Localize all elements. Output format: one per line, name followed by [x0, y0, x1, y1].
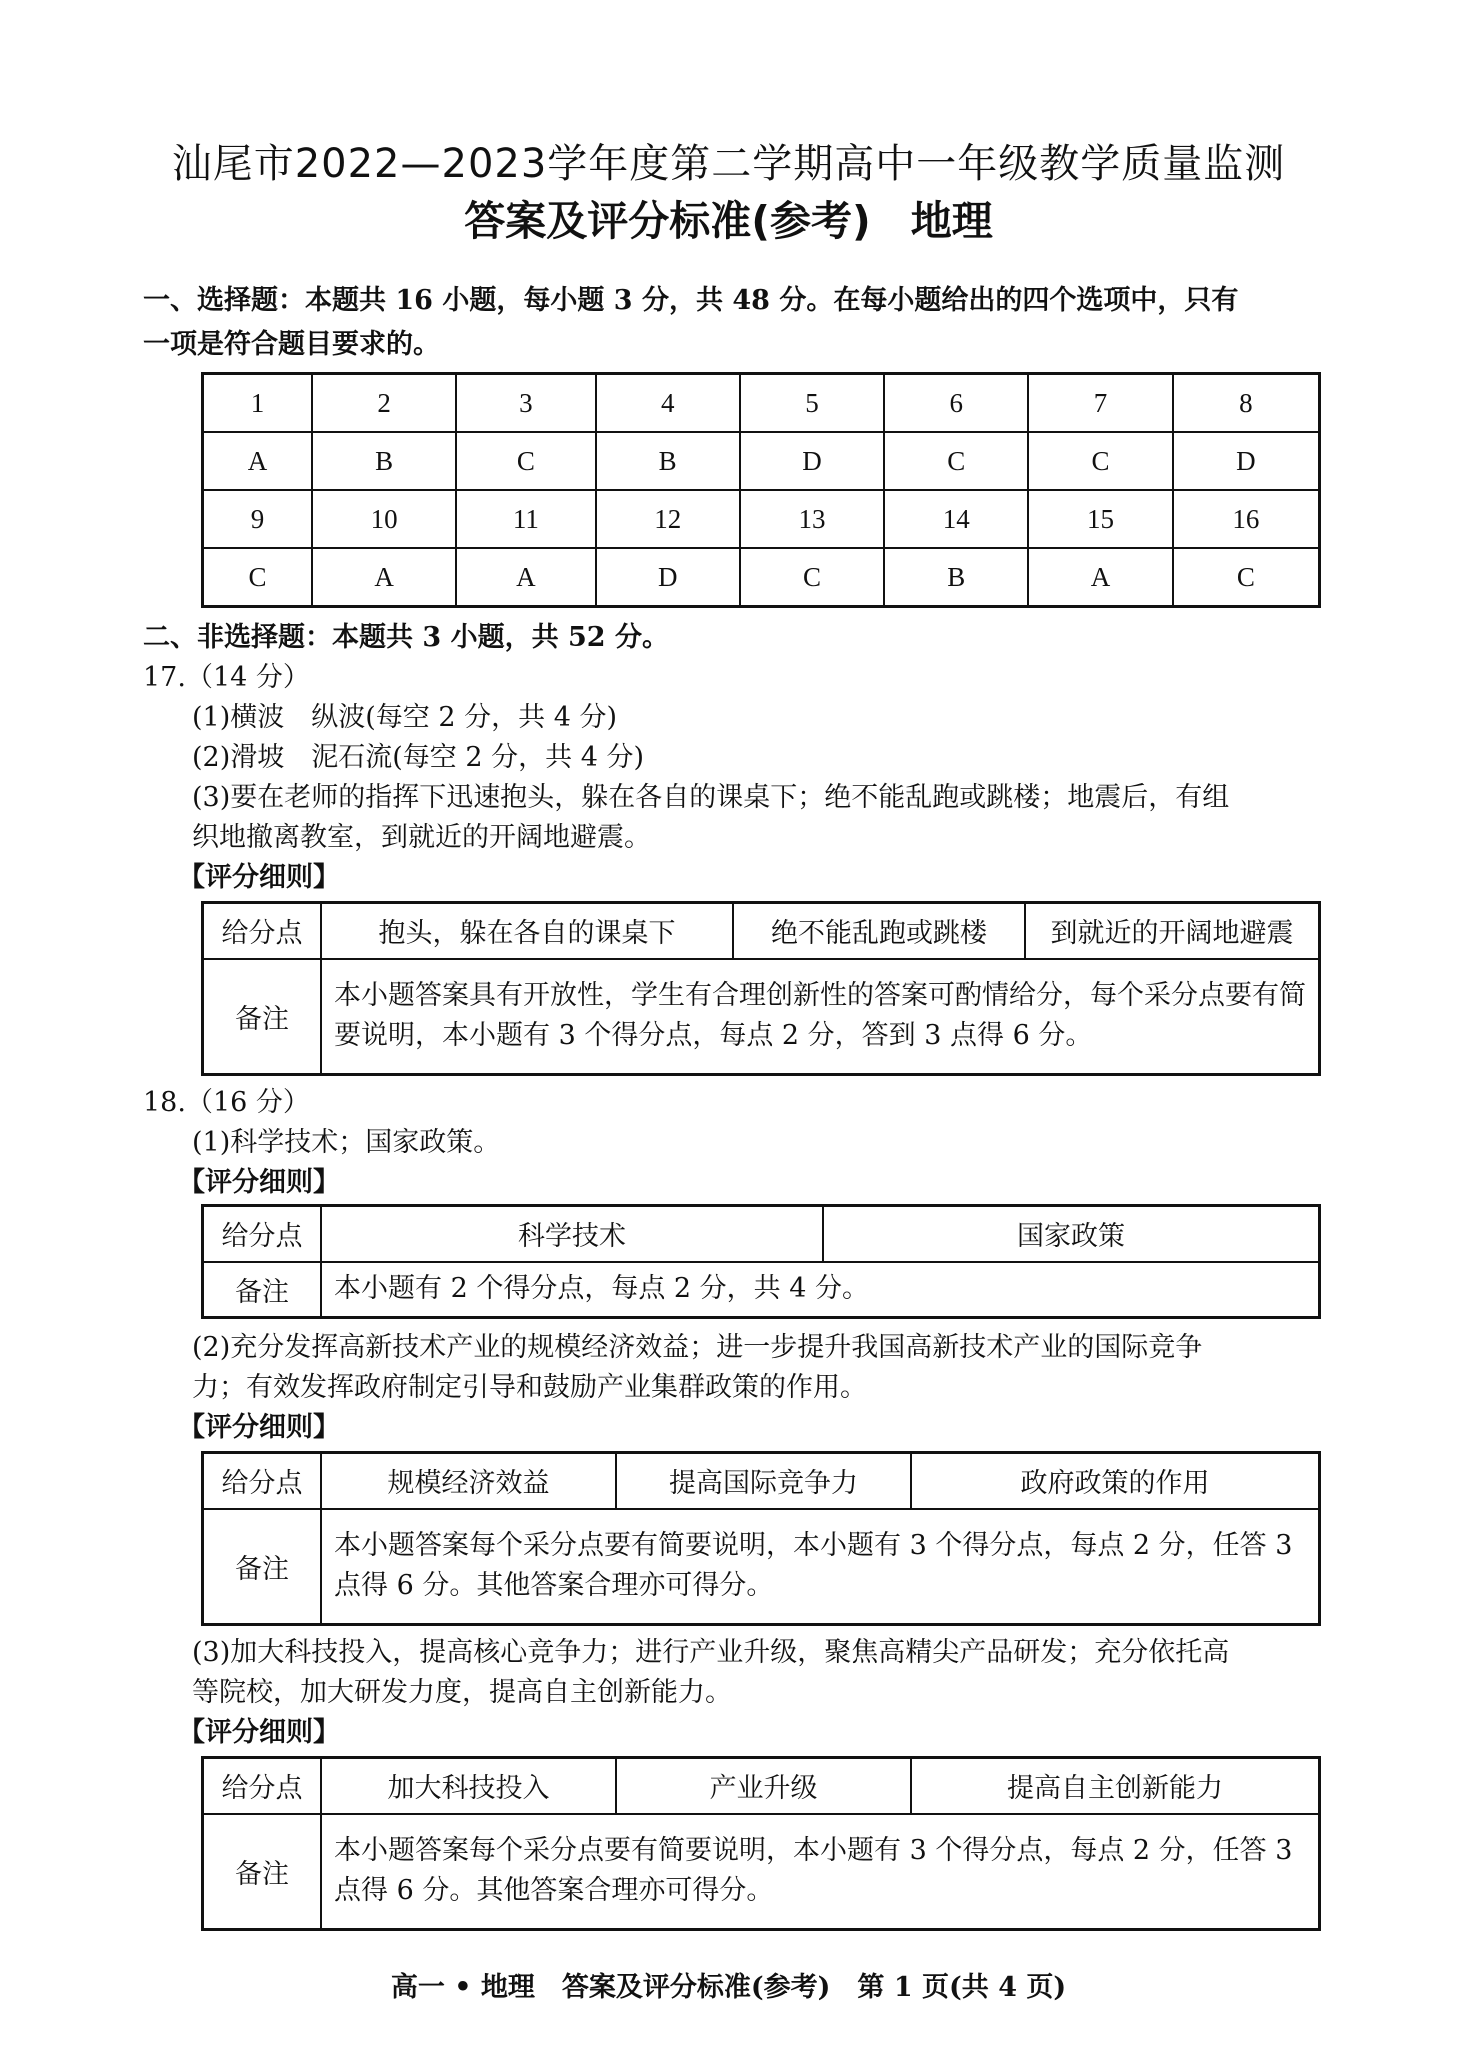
- rubric-label: 【评分细则】: [178, 1167, 340, 1198]
- table-cell: B: [596, 432, 740, 490]
- q18-answer-1: (1)科学技术；国家政策。: [192, 1127, 501, 1158]
- note-text: 本小题答案每个采分点要有简要说明，本小题有 3 个得分点，每点 2 分，任答 3 点得 6 分。其他答案合理亦可得分。: [321, 1509, 1320, 1625]
- subject-label: 地理: [910, 197, 993, 245]
- table-cell: C: [1173, 548, 1320, 607]
- rubric-label: 【评分细则】: [178, 1412, 340, 1443]
- note-label: 备注: [203, 1509, 322, 1625]
- table-cell: A: [203, 432, 312, 490]
- table-cell: B: [884, 548, 1028, 607]
- table-cell: 3: [456, 374, 595, 433]
- table-cell: D: [740, 432, 884, 490]
- answer-subtitle: 答案及评分标准(参考): [464, 197, 871, 245]
- note-text: 本小题答案具有开放性，学生有合理创新性的答案可酌情给分，每个采分点要有简要说明，本小题有 3 个得分点，每点 2 分，答到 3 点得 6 分。: [321, 959, 1320, 1075]
- page-footer: 高一 • 地理 答案及评分标准(参考) 第 1 页(共 4 页): [390, 1972, 1067, 2003]
- q17-answer-3-line2: 织地撤离教室，到就近的开阔地避震。: [192, 822, 651, 853]
- points-label: 给分点: [203, 1206, 322, 1262]
- table-row: [203, 1814, 1320, 1930]
- note-text: 本小题有 2 个得分点，每点 2 分，共 4 分。: [321, 1262, 1320, 1318]
- table-row: [203, 432, 1320, 490]
- table-cell: C: [1028, 432, 1172, 490]
- q17-rubric-table: [201, 901, 1321, 1076]
- exam-title: 汕尾市2022—2023学年度第二学期高中一年级教学质量监测: [171, 141, 1286, 187]
- section1-heading-line1: 一、选择题：本题共 16 小题，每小题 3 分，共 48 分。在每小题给出的四个选项中，只有: [143, 285, 1239, 316]
- table-cell: B: [312, 432, 456, 490]
- rubric-label: 【评分细则】: [178, 1717, 340, 1748]
- answer-table: [201, 372, 1321, 608]
- table-cell: A: [456, 548, 595, 607]
- table-cell: D: [1173, 432, 1320, 490]
- table-cell: 13: [740, 490, 884, 548]
- points-label: 给分点: [203, 1758, 322, 1814]
- note-label: 备注: [203, 959, 322, 1075]
- table-cell: 16: [1173, 490, 1320, 548]
- q18-rubric-table-2: [201, 1451, 1321, 1626]
- scoring-point: 到就近的开阔地避震: [1025, 903, 1320, 959]
- table-cell: 14: [884, 490, 1028, 548]
- table-cell: C: [456, 432, 595, 490]
- q18-heading: 18.（16 分）: [143, 1087, 310, 1118]
- table-cell: 6: [884, 374, 1028, 433]
- table-row: [203, 1509, 1320, 1625]
- answer-title: [0, 188, 1457, 247]
- q18-answer-2-line1: (2)充分发挥高新技术产业的规模经济效益；进一步提升我国高新技术产业的国际竞争: [192, 1332, 1203, 1363]
- scoring-point: 提高国际竞争力: [616, 1453, 911, 1509]
- scoring-point: 提高自主创新能力: [911, 1758, 1320, 1814]
- table-row: [203, 959, 1320, 1075]
- table-cell: A: [312, 548, 456, 607]
- section2-heading: 二、非选择题：本题共 3 小题，共 52 分。: [143, 622, 669, 653]
- table-cell: 12: [596, 490, 740, 548]
- note-text: 本小题答案每个采分点要有简要说明，本小题有 3 个得分点，每点 2 分，任答 3 点得 6 分。其他答案合理亦可得分。: [321, 1814, 1320, 1930]
- table-cell: 4: [596, 374, 740, 433]
- table-cell: D: [596, 548, 740, 607]
- table-row: [203, 1262, 1320, 1318]
- note-label: 备注: [203, 1814, 322, 1930]
- table-cell: A: [1028, 548, 1172, 607]
- q17-heading: 17.（14 分）: [143, 662, 310, 693]
- q17-answer-2: (2)滑坡 泥石流(每空 2 分，共 4 分): [192, 742, 644, 773]
- scoring-point: 科学技术: [321, 1206, 823, 1262]
- scoring-point: 产业升级: [616, 1758, 911, 1814]
- scoring-point: 规模经济效益: [321, 1453, 616, 1509]
- scoring-point: 绝不能乱跑或跳楼: [733, 903, 1025, 959]
- table-cell: C: [884, 432, 1028, 490]
- table-cell: 7: [1028, 374, 1172, 433]
- table-cell: 2: [312, 374, 456, 433]
- table-cell: 10: [312, 490, 456, 548]
- scoring-point: 抱头，躲在各自的课桌下: [321, 903, 733, 959]
- q18-answer-2-line2: 力；有效发挥政府制定引导和鼓励产业集群政策的作用。: [192, 1372, 867, 1403]
- q17-answer-1: (1)横波 纵波(每空 2 分，共 4 分): [192, 702, 617, 733]
- table-row: [203, 1453, 1320, 1509]
- table-cell: 8: [1173, 374, 1320, 433]
- q18-answer-3-line1: (3)加大科技投入，提高核心竞争力；进行产业升级，聚焦高精尖产品研发；充分依托高: [192, 1637, 1230, 1668]
- rubric-label: 【评分细则】: [178, 862, 340, 893]
- table-row: [203, 548, 1320, 607]
- table-cell: C: [203, 548, 312, 607]
- table-row: [203, 374, 1320, 433]
- table-cell: 15: [1028, 490, 1172, 548]
- table-row: [203, 903, 1320, 959]
- table-cell: 1: [203, 374, 312, 433]
- table-row: [203, 490, 1320, 548]
- table-cell: 11: [456, 490, 595, 548]
- scoring-point: 国家政策: [823, 1206, 1320, 1262]
- q17-answer-3-line1: (3)要在老师的指挥下迅速抱头，躲在各自的课桌下；绝不能乱跑或跳楼；地震后，有组: [192, 782, 1230, 813]
- table-row: [203, 1206, 1320, 1262]
- q18-rubric-table-1: [201, 1204, 1321, 1319]
- table-cell: 5: [740, 374, 884, 433]
- note-label: 备注: [203, 1262, 322, 1318]
- scoring-point: 加大科技投入: [321, 1758, 616, 1814]
- table-row: [203, 1758, 1320, 1814]
- points-label: 给分点: [203, 903, 322, 959]
- section1-heading-line2: 一项是符合题目要求的。: [143, 329, 440, 360]
- q18-rubric-table-3: [201, 1756, 1321, 1931]
- scoring-point: 政府政策的作用: [911, 1453, 1320, 1509]
- table-cell: C: [740, 548, 884, 607]
- q18-answer-3-line2: 等院校，加大研发力度，提高自主创新能力。: [192, 1677, 732, 1708]
- points-label: 给分点: [203, 1453, 322, 1509]
- table-cell: 9: [203, 490, 312, 548]
